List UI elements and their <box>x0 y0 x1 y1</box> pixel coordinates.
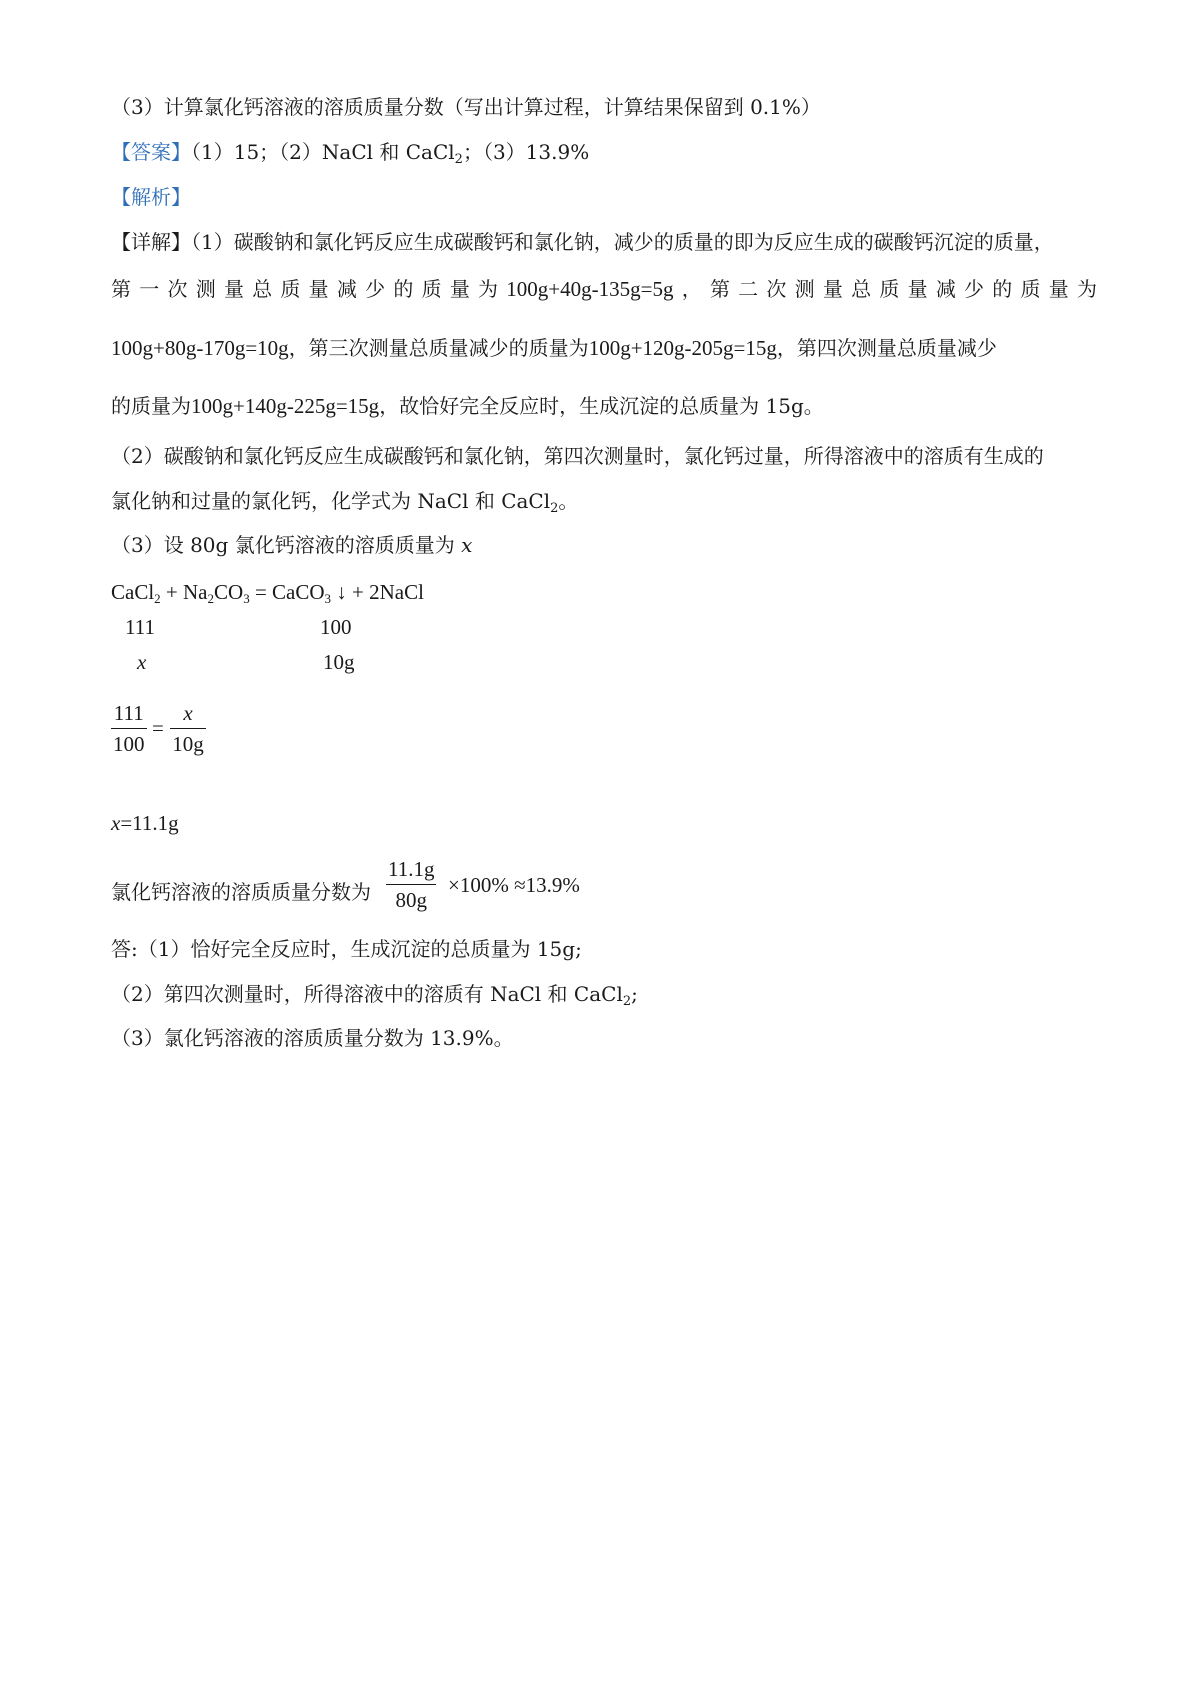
conclusion-1-text: 答:（1）恰好完全反应时，生成沉淀的总质量为 15g; <box>111 937 582 961</box>
detail-line-4 <box>111 392 824 420</box>
detail-line-4c: ，故恰好完全反应时，生成沉淀的总质量为 15g。 <box>379 394 824 418</box>
part2-line-1 <box>111 442 1044 470</box>
detail-line-2-part: 量 <box>822 277 843 301</box>
detail-line-2-part: 量 <box>449 277 470 301</box>
part2-line-2 <box>111 487 578 515</box>
eq-var-2: 10g <box>323 650 355 674</box>
eq-cacl: CaCl <box>111 580 155 604</box>
prop-den-2: 10g <box>172 732 204 756</box>
percent-tail: ×100% ≈13.9% <box>448 873 580 897</box>
prop-equals: = <box>152 716 164 740</box>
conclusion-2-sub: 2 <box>622 994 632 1009</box>
proportion-frac-1 <box>111 700 147 757</box>
part3-text: （3）设 80g 氯化钙溶液的溶质质量为 <box>111 533 462 557</box>
detail-line-4a: 的质量为 <box>111 394 191 418</box>
conclusion-3 <box>111 1024 514 1052</box>
result-value: =11.1g <box>120 811 179 835</box>
fraction-line-label: 氯化钙溶液的溶质质量分数为 <box>111 880 371 904</box>
conclusion-2-text: （2）第四次测量时，所得溶液中的溶质有 NaCl 和 CaCl <box>111 982 623 1006</box>
detail-line-2-part: 的 <box>393 277 414 301</box>
detail-line-2-part: 量 <box>1048 277 1069 301</box>
analysis-label: 【解析】 <box>111 185 191 209</box>
detail-line-3 <box>111 334 997 362</box>
conclusion-1 <box>111 935 582 963</box>
conclusion-3-text: （3）氯化钙溶液的溶质质量分数为 13.9%。 <box>111 1026 514 1050</box>
detail-line-2-part: 质 <box>421 277 442 301</box>
eq-caco-sub: 3 <box>324 591 332 606</box>
detail-line-2-part: 质 <box>280 277 301 301</box>
prop-den-1: 100 <box>113 732 145 756</box>
question-3 <box>111 93 821 121</box>
conclusion-2 <box>111 980 638 1008</box>
fraction-line-text <box>111 878 371 906</box>
result-var: x <box>111 811 121 835</box>
calc-third: 100g+120g-205g=15g <box>588 336 777 360</box>
detail-line-2-part: 量 <box>907 277 928 301</box>
chem-equation <box>111 578 424 606</box>
prop-num-2: x <box>183 701 193 725</box>
eq-na-sub: 2 <box>207 591 215 606</box>
detail-line-2-part: 质 <box>879 277 900 301</box>
detail-line-2-part: 质 <box>1020 277 1041 301</box>
answer-sub: 2 <box>454 152 463 167</box>
detail-line-2-part: 少 <box>365 277 386 301</box>
detail-line-2-part: 减 <box>336 277 357 301</box>
detail-line-2-part: 为 <box>478 277 499 301</box>
detail-line-2-part: 第 <box>111 277 131 301</box>
detail-line-2-part: 次 <box>167 277 188 301</box>
detail-line-3b: ，第三次测量总质量减少的质量为 <box>288 336 589 360</box>
part2-line-2-text: 氯化钠和过量的氯化钙，化学式为 NaCl 和 CaCl <box>111 489 551 513</box>
detail-line-2-part: 的 <box>992 277 1013 301</box>
detail-line-2 <box>111 275 1097 303</box>
detail-line-2-part: 量 <box>223 277 244 301</box>
prop-num-1: 111 <box>113 701 144 725</box>
detail-line-2-part: 100g+40g-135g=5g <box>506 277 674 301</box>
detail-line-2-part: 量 <box>308 277 329 301</box>
eq-var-1: x <box>137 650 147 674</box>
percent-num: 11.1g <box>388 857 435 881</box>
percent-den: 80g <box>395 888 427 912</box>
eq-caco: = CaCO <box>249 580 325 604</box>
eq-mass-2: 100 <box>320 615 352 639</box>
eq-plus-na: + Na <box>160 580 208 604</box>
detail-line-2-part: 减 <box>935 277 956 301</box>
calc-fourth: 100g+140g-225g=15g <box>191 394 380 418</box>
eq-co: CO <box>214 580 244 604</box>
conclusion-2-end: ; <box>631 982 638 1006</box>
proportion-frac-2 <box>170 700 206 757</box>
part2-line-2-end: 。 <box>558 489 579 513</box>
answer-part2: ；（3）13.9% <box>462 140 590 164</box>
result-line <box>111 809 179 837</box>
answer-line <box>111 138 589 166</box>
part2-sub: 2 <box>550 501 559 516</box>
detail-label: 【详解】 <box>111 230 191 254</box>
answer-part1: （1）15；（2）NaCl 和 CaCl <box>191 140 455 164</box>
detail-line-1-text: （1）碳酸钠和氯化钙反应生成碳酸钙和氯化钠，减少的质量的即为反应生成的碳酸钙沉淀的质量， <box>191 230 1054 254</box>
detail-line-2-part: 测 <box>195 277 216 301</box>
detail-line-2-part: 第 <box>709 277 730 301</box>
part2-line-1-text: （2）碳酸钠和氯化钙反应生成碳酸钙和氯化钠，第四次测量时，氯化钙过量，所得溶液中的溶质有生成的 <box>111 444 1044 468</box>
answer-label: 【答案】 <box>111 140 191 164</box>
detail-line-2-part: 总 <box>252 277 273 301</box>
detail-line-3d: ，第四次测量总质量减少 <box>776 336 997 360</box>
detail-line-2-part: 二 <box>738 277 759 301</box>
detail-line-2-part: 少 <box>964 277 985 301</box>
part3-line <box>111 531 472 559</box>
analysis-line <box>111 183 191 211</box>
eq-cacl-sub: 2 <box>154 591 161 606</box>
question-3-text: （3）计算氯化钙溶液的溶质质量分数（写出计算过程，计算结果保留到 0.1%） <box>111 95 821 119</box>
eq-co-sub: 3 <box>243 591 250 606</box>
eq-rest: ↓ + 2NaCl <box>331 580 424 604</box>
eq-mass-1: 111 <box>125 615 155 639</box>
detail-line-2-part: ， <box>681 277 702 301</box>
detail-line-1 <box>111 228 1054 256</box>
detail-line-2-part: 次 <box>766 277 787 301</box>
calc-second: 100g+80g-170g=10g <box>111 336 289 360</box>
detail-line-2-part: 总 <box>851 277 872 301</box>
percent-fraction <box>386 856 436 913</box>
detail-line-2-part: 为 <box>1076 277 1097 301</box>
part3-var: x <box>461 533 473 557</box>
detail-line-2-part: 测 <box>794 277 815 301</box>
detail-line-2-part: 一 <box>139 277 160 301</box>
